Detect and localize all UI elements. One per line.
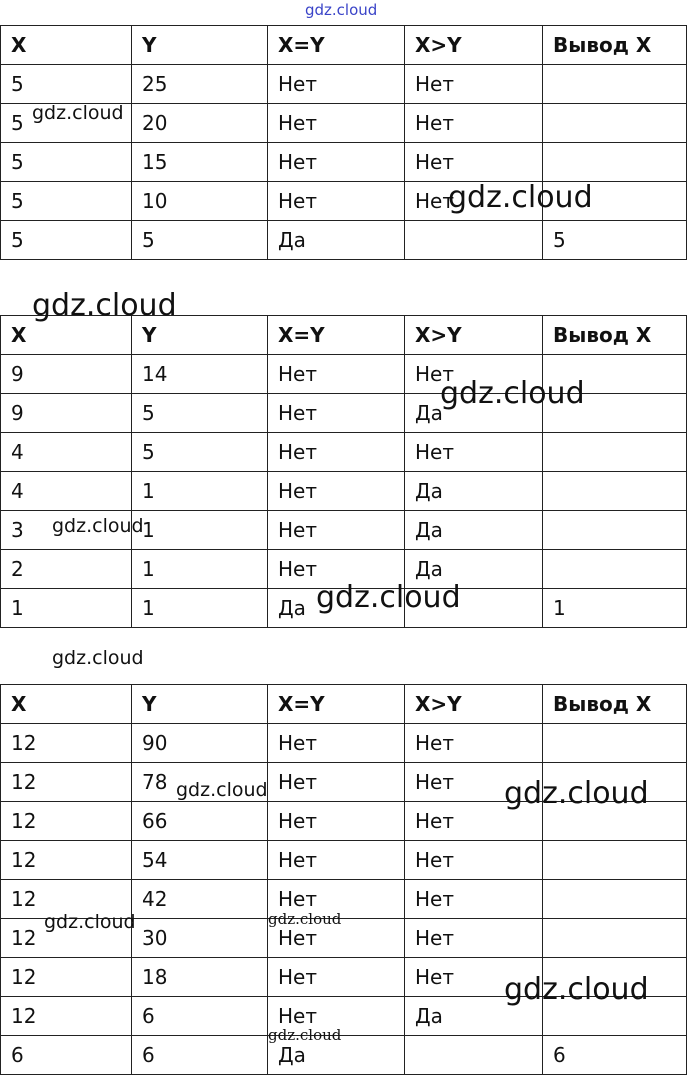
cell-y: 54 [132, 841, 268, 880]
watermark: gdz.cloud [448, 180, 593, 215]
watermark: gdz.cloud [52, 647, 144, 669]
cell-output-x [543, 724, 687, 763]
trace-table-1 [0, 25, 687, 260]
cell-x-greater-y: Нет [405, 143, 543, 182]
cell-y: 78 [132, 763, 268, 802]
cell-x-greater-y: Нет [405, 841, 543, 880]
cell-x-greater-y [405, 1036, 543, 1075]
table-row [1, 221, 687, 260]
cell-output-x [543, 65, 687, 104]
header-cell-output-x: Вывод X [543, 685, 687, 724]
cell-y: 18 [132, 958, 268, 997]
cell-x: 12 [1, 841, 132, 880]
cell-x-equals-y: Нет [268, 919, 405, 958]
header-cell-y: Y [132, 26, 268, 65]
cell-y: 6 [132, 997, 268, 1036]
cell-x-greater-y: Нет [405, 182, 543, 221]
cell-x-equals-y: Нет [268, 802, 405, 841]
cell-y: 15 [132, 143, 268, 182]
cell-output-x [543, 511, 687, 550]
cell-output-x: 6 [543, 1036, 687, 1075]
header-watermark: gdz.cloud [305, 1, 378, 19]
cell-x-equals-y: Нет [268, 763, 405, 802]
cell-x-equals-y: Нет [268, 394, 405, 433]
cell-x-greater-y: Нет [405, 65, 543, 104]
header-cell-x-greater-y: X>Y [405, 316, 543, 355]
cell-x: 5 [1, 65, 132, 104]
cell-x: 5 [1, 221, 132, 260]
cell-output-x [543, 550, 687, 589]
cell-x-greater-y: Да [405, 550, 543, 589]
cell-x: 5 [1, 104, 132, 143]
header-cell-y: Y [132, 316, 268, 355]
watermark: gdz.cloud [176, 779, 268, 801]
cell-y: 90 [132, 724, 268, 763]
cell-y: 5 [132, 394, 268, 433]
cell-x: 12 [1, 724, 132, 763]
cell-x-equals-y: Нет [268, 472, 405, 511]
watermark: gdz.cloud [52, 515, 144, 537]
cell-x: 2 [1, 550, 132, 589]
cell-x-equals-y: Нет [268, 724, 405, 763]
cell-y: 10 [132, 182, 268, 221]
cell-x: 12 [1, 880, 132, 919]
cell-x-equals-y: Нет [268, 433, 405, 472]
cell-x: 9 [1, 355, 132, 394]
cell-x: 4 [1, 433, 132, 472]
cell-y: 20 [132, 104, 268, 143]
cell-x-greater-y: Да [405, 997, 543, 1036]
header-cell-x: X [1, 26, 132, 65]
cell-output-x [543, 880, 687, 919]
table-row [1, 433, 687, 472]
cell-x: 12 [1, 802, 132, 841]
cell-x-equals-y: Нет [268, 355, 405, 394]
cell-x: 1 [1, 589, 132, 628]
cell-x: 12 [1, 919, 132, 958]
cell-x-greater-y: Нет [405, 724, 543, 763]
header-cell-x-equals-y: X=Y [268, 685, 405, 724]
cell-x: 12 [1, 958, 132, 997]
watermark: gdz.cloud [268, 1026, 342, 1044]
cell-y: 1 [132, 589, 268, 628]
cell-output-x: 5 [543, 221, 687, 260]
cell-x-equals-y: Нет [268, 182, 405, 221]
cell-x: 12 [1, 763, 132, 802]
watermark: gdz.cloud [504, 972, 649, 1007]
cell-x-equals-y: Нет [268, 511, 405, 550]
table-header-row [1, 685, 687, 724]
watermark: gdz.cloud [440, 376, 585, 411]
cell-output-x [543, 104, 687, 143]
cell-x-greater-y: Нет [405, 958, 543, 997]
cell-output-x [543, 919, 687, 958]
cell-x: 12 [1, 997, 132, 1036]
cell-x-equals-y: Нет [268, 958, 405, 997]
table-row [1, 841, 687, 880]
cell-x-greater-y: Нет [405, 880, 543, 919]
cell-y: 1 [132, 550, 268, 589]
watermark: gdz.cloud [32, 288, 177, 323]
cell-output-x [543, 841, 687, 880]
cell-output-x: 1 [543, 589, 687, 628]
watermark: gdz.cloud [268, 910, 342, 928]
cell-x-equals-y: Да [268, 221, 405, 260]
header-cell-y: Y [132, 685, 268, 724]
cell-x-greater-y: Нет [405, 763, 543, 802]
cell-x: 9 [1, 394, 132, 433]
watermark: gdz.cloud [504, 776, 649, 811]
cell-y: 30 [132, 919, 268, 958]
cell-x-equals-y: Нет [268, 841, 405, 880]
header-cell-x-greater-y: X>Y [405, 26, 543, 65]
cell-x-equals-y: Нет [268, 880, 405, 919]
cell-y: 1 [132, 472, 268, 511]
cell-x: 3 [1, 511, 132, 550]
cell-x: 6 [1, 1036, 132, 1075]
cell-x-equals-y: Да [268, 1036, 405, 1075]
cell-y: 25 [132, 65, 268, 104]
table-row [1, 472, 687, 511]
cell-x-greater-y: Да [405, 511, 543, 550]
watermark: gdz.cloud [32, 102, 124, 124]
cell-y: 66 [132, 802, 268, 841]
header-cell-x: X [1, 685, 132, 724]
cell-x-greater-y: Нет [405, 355, 543, 394]
table-header-row [1, 26, 687, 65]
header-cell-x-greater-y: X>Y [405, 685, 543, 724]
cell-x-equals-y: Нет [268, 104, 405, 143]
header-cell-x: X [1, 316, 132, 355]
cell-x-equals-y: Нет [268, 143, 405, 182]
cell-output-x [543, 472, 687, 511]
table-row [1, 724, 687, 763]
cell-x-equals-y: Да [268, 589, 405, 628]
table-row [1, 143, 687, 182]
cell-x-greater-y: Нет [405, 104, 543, 143]
cell-y: 6 [132, 1036, 268, 1075]
cell-x: 5 [1, 182, 132, 221]
header-cell-output-x: Вывод X [543, 316, 687, 355]
cell-x-equals-y: Нет [268, 550, 405, 589]
cell-x-greater-y: Нет [405, 433, 543, 472]
header-cell-x-equals-y: X=Y [268, 316, 405, 355]
cell-y: 42 [132, 880, 268, 919]
cell-x-greater-y: Да [405, 394, 543, 433]
cell-x: 5 [1, 143, 132, 182]
cell-x-equals-y: Нет [268, 65, 405, 104]
cell-y: 1 [132, 511, 268, 550]
header-cell-x-equals-y: X=Y [268, 26, 405, 65]
table-row [1, 65, 687, 104]
cell-y: 14 [132, 355, 268, 394]
cell-x-greater-y [405, 221, 543, 260]
table-row [1, 1036, 687, 1075]
cell-x-greater-y: Нет [405, 802, 543, 841]
cell-x-greater-y: Да [405, 472, 543, 511]
cell-y: 5 [132, 433, 268, 472]
cell-output-x [543, 433, 687, 472]
cell-output-x [543, 143, 687, 182]
trace-table-3 [0, 684, 687, 1075]
cell-x-greater-y: Нет [405, 919, 543, 958]
watermark: gdz.cloud [316, 580, 461, 615]
watermark: gdz.cloud [44, 911, 136, 933]
header-cell-output-x: Вывод X [543, 26, 687, 65]
cell-x-equals-y: Нет [268, 997, 405, 1036]
cell-x: 4 [1, 472, 132, 511]
cell-y: 5 [132, 221, 268, 260]
